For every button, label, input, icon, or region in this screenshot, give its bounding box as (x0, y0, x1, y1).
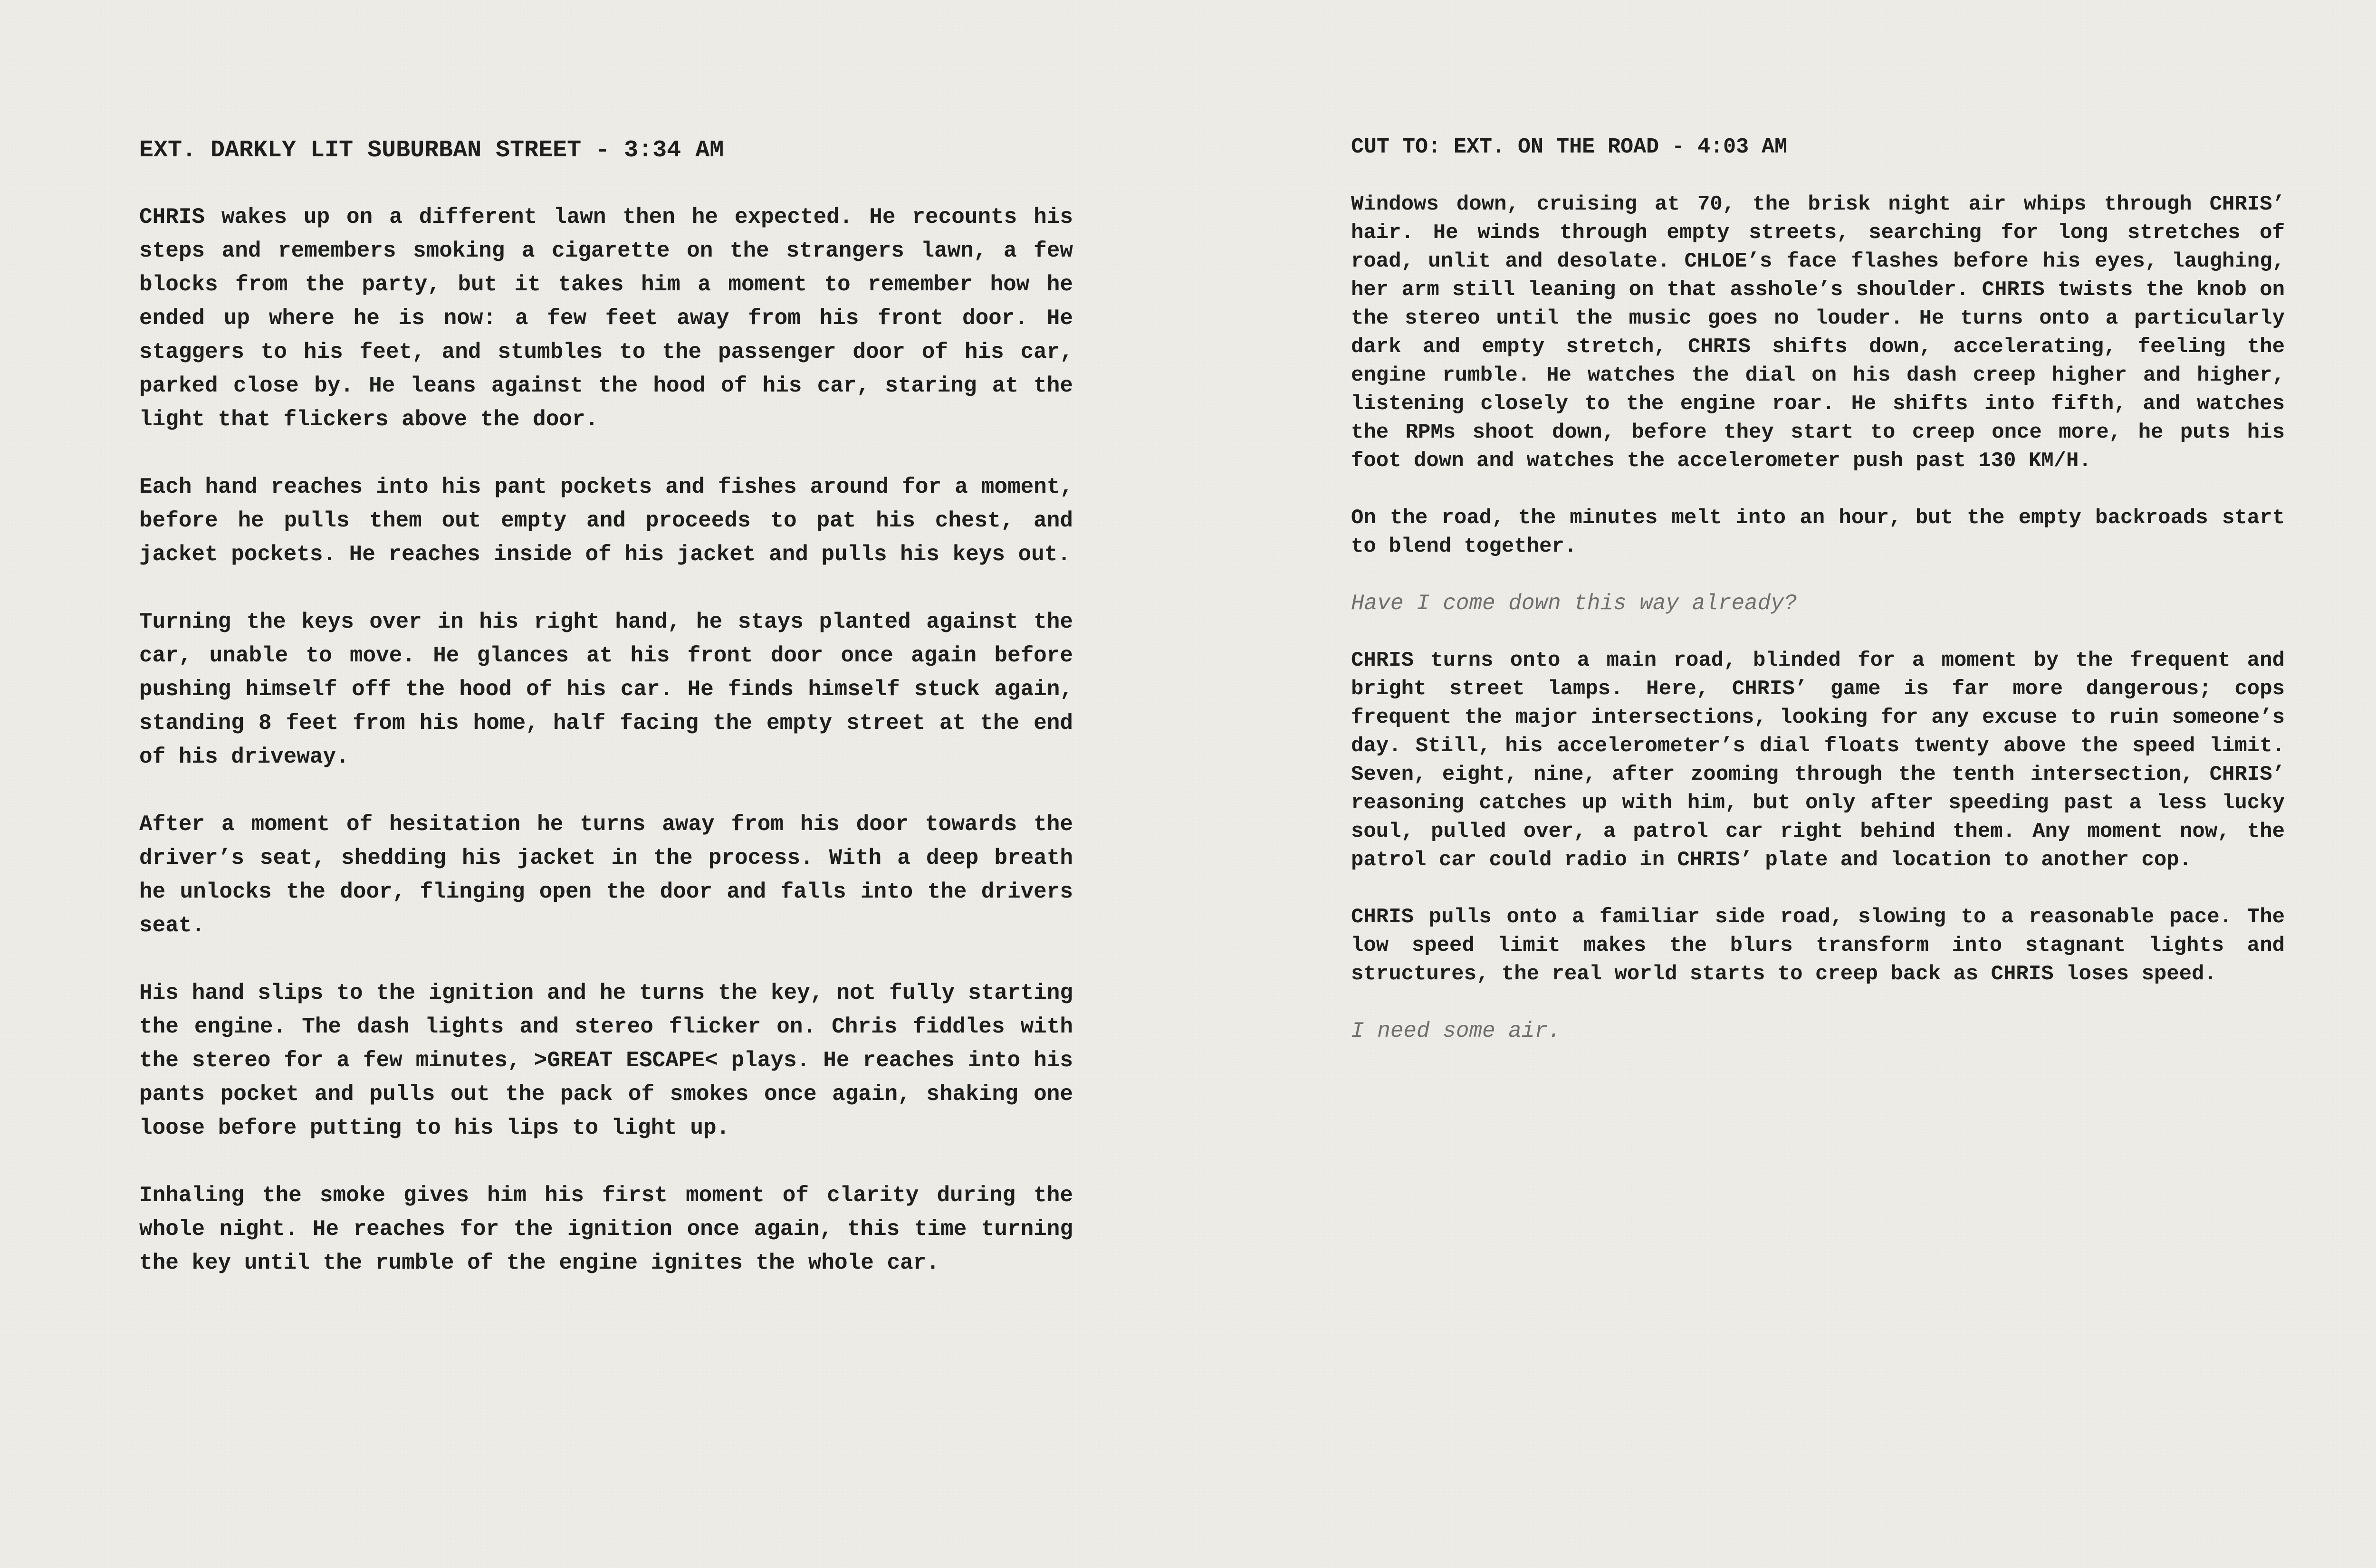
inner-thought: I need some air. (1351, 1019, 1561, 1043)
action-paragraph: CHRIS wakes up on a different lawn then he expected. He recounts his steps and remembers smoking a cigarette on the strangers lawn, a few blocks from the party, but it takes him a moment to remember how he ended up where he is now: a few feet away from his front door. He staggers to his feet, and stumbles to the passenger door of his car, parked close by. He leans against the hood of his car, staring at the light that flickers above the door. (139, 205, 1073, 432)
scene-heading: EXT. DARKLY LIT SUBURBAN STREET - 3:34 AM (139, 137, 724, 164)
action-paragraph: Inhaling the smoke gives him his first moment of clarity during the whole night. He reaches for the ignition once again, this time turning the key until the rumble of the engine ignites the whole car. (139, 1183, 1073, 1275)
action-paragraph: Windows down, cruising at 70, the brisk night air whips through CHRIS’ hair. He winds through empty streets, searching for long stretches of road, unlit and desolate. CHLOE’s face flashes before his eyes, laughing, her arm still leaning on that asshole’s shoulder. CHRIS twists the knob on the stereo until the music goes no louder. He turns onto a particularly dark and empty stretch, CHRIS shifts down, accelerating, feeling the engine rumble. He watches the dial on his dash creep higher and higher, listening closely to the engine roar. He shifts into fifth, and watches the RPMs shoot down, before they start to creep once more, he puts his foot down and watches the accelerometer push past 130 KM/H. (1351, 192, 2285, 473)
action-paragraph: On the road, the minutes melt into an hour, but the empty backroads start to blend together. (1351, 506, 2285, 558)
action-paragraph: His hand slips to the ignition and he turns the key, not fully starting the engine. The dash lights and stereo flicker on. Chris fiddles with the stereo for a few minutes, >GREAT ESCAPE< plays. He reaches into his pants pocket and pulls out the pack of smokes once again, shaking one loose before putting to his lips to light up. (139, 981, 1073, 1140)
action-paragraph: After a moment of hesitation he turns away from his door towards the driver’s seat, shedding his jacket in the process. With a deep breath he unlocks the door, flinging open the door and falls into the drivers seat. (139, 812, 1073, 938)
right-page (1212, 0, 2376, 1568)
action-paragraph: Turning the keys over in his right hand, he stays planted against the car, unable to move. He glances at his front door once again before pushing himself off the hood of his car. He finds himself stuck again, standing 8 feet from his home, half facing the empty street at the end of his driveway. (139, 610, 1073, 769)
left-page-column (139, 133, 1073, 1314)
action-paragraph: CHRIS turns onto a main road, blinded for a moment by the frequent and bright street lamps. Here, CHRIS’ game is far more dangerous; cops frequent the major intersections, looking for any excuse to ruin someone’s day. Still, his accelerometer’s dial floats twenty above the speed limit. Seven, eight, nine, after zooming through the tenth intersection, CHRIS’ reasoning catches up with him, but only after speeding past a less lucky soul, pulled over, a patrol car right behind them. Any moment now, the patrol car could radio in CHRIS’ plate and location to another cop. (1351, 649, 2285, 872)
action-paragraph: CHRIS pulls onto a familiar side road, slowing to a reasonable pace. The low speed limit makes the blurs transform into stagnant lights and structures, the real world starts to creep back as CHRIS loses speed. (1351, 905, 2285, 986)
inner-thought: Have I come down this way already? (1351, 591, 1797, 616)
right-page-column (1351, 133, 2285, 1074)
scene-heading: CUT TO: EXT. ON THE ROAD - 4:03 AM (1351, 135, 1788, 159)
action-paragraph: Each hand reaches into his pant pockets and fishes around for a moment, before he pulls them out empty and proceeds to pat his chest, and jacket pockets. He reaches inside of his jacket and pulls his keys out. (139, 475, 1073, 567)
